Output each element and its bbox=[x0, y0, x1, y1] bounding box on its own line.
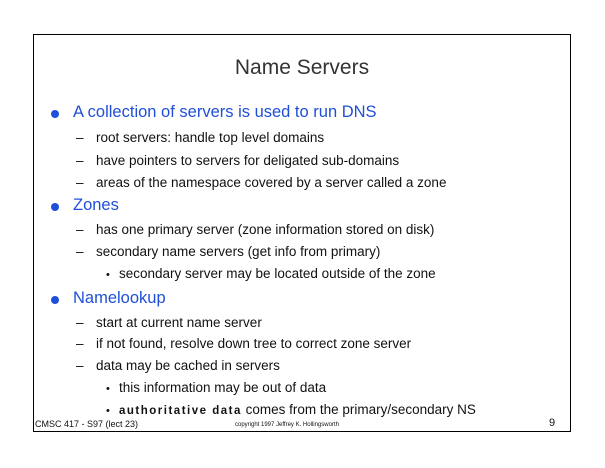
dash-icon: – bbox=[76, 175, 84, 190]
bullet-2 bbox=[57, 196, 119, 215]
dash-icon: – bbox=[76, 336, 84, 351]
bullet-3-item-3: – data may be cached in servers bbox=[76, 358, 280, 373]
dash-icon: – bbox=[76, 130, 84, 145]
bullet-1-text: A collection of servers is used to run DNS bbox=[73, 103, 377, 121]
bullet-3-sub-item-1: • this information may be out of data bbox=[106, 380, 327, 395]
dash-icon: – bbox=[76, 315, 84, 330]
bullet-2-item-2: – secondary name servers (get info from primary) bbox=[76, 244, 381, 259]
bullet-2-item-1: – has one primary server (zone information stored on disk) bbox=[76, 222, 435, 237]
bullet-2-sub-item-1: • secondary server may be located outside of the zone bbox=[106, 266, 436, 281]
bullet-3-item-1: – start at current name server bbox=[76, 315, 262, 330]
dash-icon: – bbox=[76, 358, 84, 373]
bullet-3-sub-item-2: • authoritative data comes from the primary/secondary NS bbox=[106, 402, 476, 417]
small-bullet-icon: • bbox=[106, 405, 110, 417]
page-number: 9 bbox=[549, 417, 556, 429]
small-bullet-icon: • bbox=[106, 269, 110, 281]
bullet-1 bbox=[57, 103, 377, 122]
footer-course: CMSC 417 - S97 (lect 23) bbox=[35, 419, 139, 429]
footer-copyright: copyright 1997 Jeffrey K. Hollingsworth bbox=[235, 422, 339, 428]
bullet-dot-icon bbox=[51, 203, 59, 211]
dash-icon: – bbox=[76, 222, 84, 237]
bullet-3-text: Namelookup bbox=[73, 289, 166, 307]
bullet-2-text: Zones bbox=[73, 196, 119, 214]
bullet-3 bbox=[57, 289, 166, 308]
slide-title: Name Servers bbox=[234, 56, 370, 79]
bullet-1-item-2: – have pointers to servers for deligated sub-domains bbox=[76, 153, 400, 168]
bullet-1-item-3: – areas of the namespace covered by a server called a zone bbox=[76, 175, 447, 190]
small-bullet-icon: • bbox=[106, 383, 110, 395]
bullet-dot-icon bbox=[51, 296, 59, 304]
dash-icon: – bbox=[76, 153, 84, 168]
bullet-1-item-1: – root servers: handle top level domains bbox=[76, 130, 325, 145]
bullet-dot-icon bbox=[51, 110, 59, 118]
bullet-3-item-2: – if not found, resolve down tree to correct zone server bbox=[76, 336, 412, 351]
dash-icon: – bbox=[76, 244, 84, 259]
authoritative-data-term: authoritative data bbox=[119, 405, 242, 417]
